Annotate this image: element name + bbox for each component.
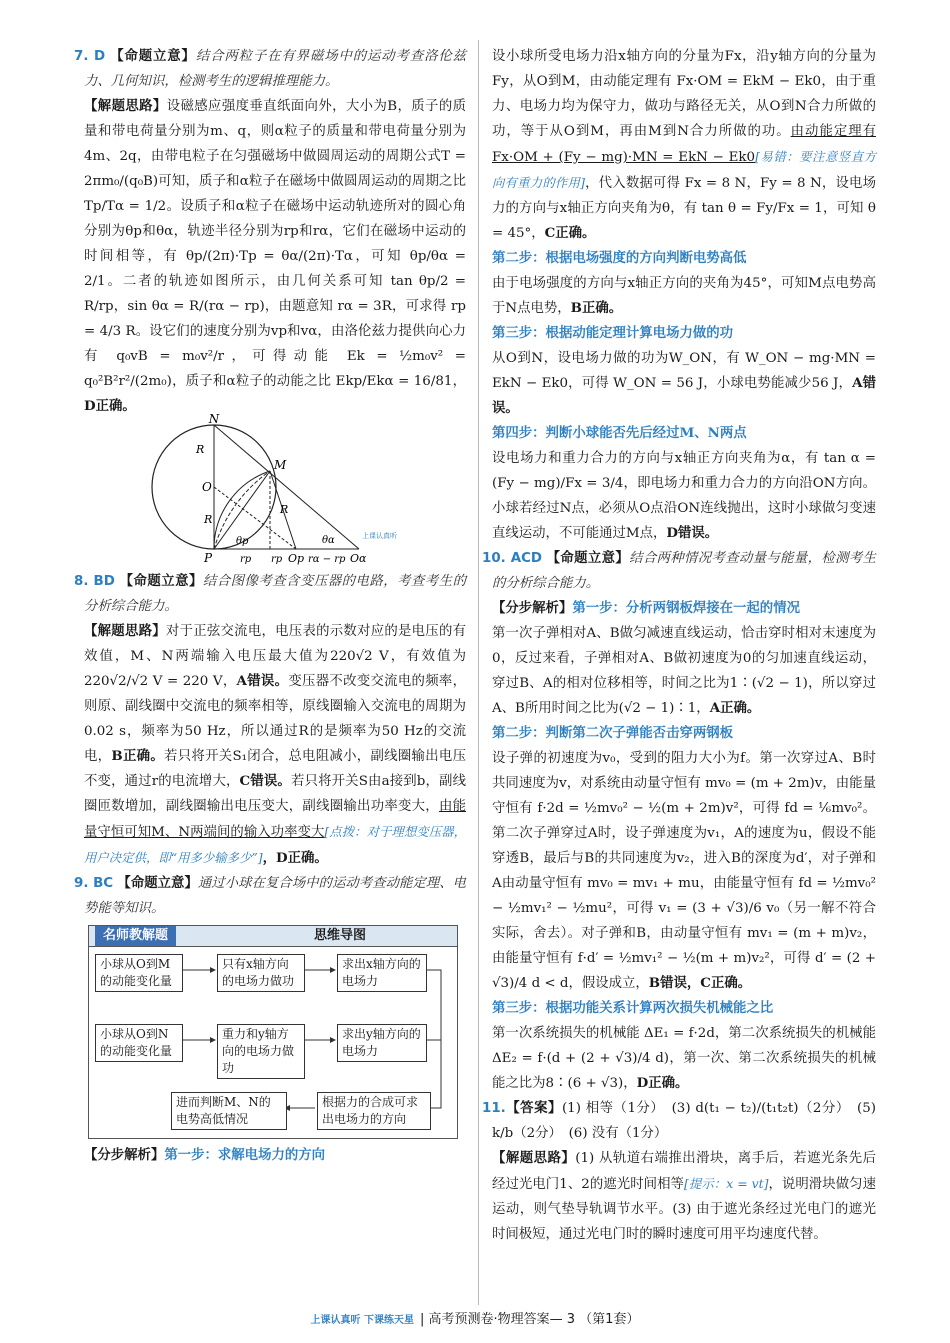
- q9-step2: [492, 246, 876, 321]
- q10-intent-tag: 【命题立意】: [546, 550, 630, 566]
- mm-box-8: 根据力的合成可求出电场力的方向: [317, 1092, 431, 1130]
- q11-answer: [482, 1096, 876, 1146]
- q9-c-right: C正确。: [544, 225, 596, 241]
- q9-step3-text: 从O到N，设电场力做的功为W_ON，有 W_ON − mg·MN = EkN − Ek0，可得 W_ON = 56 J，小球电势能减少56 J，: [492, 351, 876, 391]
- q10-step3-text: 第一次系统损失的机械能 ΔE₁ = f·2d，第二次系统损失的机械能 ΔE₂ = f·(d + (2 + √3)/4 d)，第一次、第二次系统损失的机械能之比为8∶(6 + √3)，: [492, 1026, 876, 1091]
- q8-solution: [84, 619, 466, 871]
- q8-b-right: B正确。: [111, 748, 165, 764]
- q9-step2-title: 第二步：根据电场强度的方向判断电势高低: [492, 250, 747, 266]
- q11-think-a: (1) 从轨道右端推出滑块，离手后，若遮光条先后经过光电门1、2的遮光时间相等: [492, 1151, 877, 1192]
- q10-d-right: D正确。: [636, 1075, 689, 1091]
- q8-number: 8. BD: [74, 574, 115, 589]
- q10-step1: [492, 596, 876, 721]
- q9-intent-text: 通过小球在复合场中的运动考查动能定理、电势能等知识。: [84, 876, 467, 916]
- label-theta-p: θp: [236, 536, 249, 547]
- q8-d-right: ，D正确。: [262, 850, 328, 866]
- label-ra: rα − rp: [308, 554, 346, 565]
- q8-c-wrong: C错误。: [239, 773, 291, 789]
- q10-intent-text: 结合两种情况考查动量与能量，检测考生的分析综合能力。: [492, 551, 876, 591]
- q10-step1-title: 第一步：分析两钢板焊接在一起的情况: [572, 600, 800, 616]
- q11-think-b: ，说明滑块做匀速运动，则气垫导轨调节水平。(3) 由于遮光条经过光电门的遮光时间极短，通过光电门时的瞬时速度可用平均速度代替。: [492, 1177, 876, 1242]
- q10-step2: [492, 721, 876, 996]
- label-P: P: [204, 551, 213, 565]
- q9-step1-body: [492, 44, 876, 246]
- footer-brand-logo: 上课认真听 下课练天星: [310, 1315, 414, 1326]
- q8-a-wrong: A错误。: [236, 673, 289, 689]
- q11-answer-text: (1) 相等（1分） (3) d(t₁ − t₂)/(t₁t₂t)（2分） (5) k/b（2分） (6) 没有（1分）: [492, 1101, 876, 1141]
- label-N: N: [208, 412, 220, 426]
- q7-intent-text: 结合两粒子在有界磁场中的运动考查洛伦兹力、几何知识，检测考生的逻辑推理能力。: [84, 49, 467, 89]
- q9-step4-title: 第四步：判断小球能否先后经过M、N两点: [492, 425, 747, 441]
- q8-think-a: 对于正弦交流电，电压表的示数对应的是电压的有效值，M、N两端输入电压最大值为220√2 V，有效值为220√2/√2 V = 220 V，: [84, 624, 467, 689]
- trajectory-diagram: [144, 412, 404, 565]
- q9-step4: [492, 421, 876, 546]
- q9-step1-left: [84, 1143, 466, 1168]
- mm-box-7: 进而判断M、N的电势高低情况: [171, 1092, 287, 1130]
- q8-think-d2: 由能量守恒可知M、N两端间的输入功率变大: [84, 799, 467, 840]
- brand-watermark: 上课认真听: [362, 532, 397, 540]
- q10-step1-text: 第一次子弹相对A、B做匀减速直线运动，恰击穿时相对末速度为0，反过来看，子弹相对A、B做初速度为0的匀加速直线运动，穿过B、A的相对位移相等，时间之比为1∶(√2 − 1)，所以穿过A、B所用时间之比为(√2 − 1)∶1，: [492, 626, 876, 716]
- q9-step1-a: 设小球所受电场力沿x轴方向的分量为Fx，沿y轴方向的分量为Fy，从O到M，由动能定理有 Fx·OM = EkM − Ek0，由于重力、电场力均为保守力，做功与路径无关，从O到N合力所做的功，等于从O到M，再由M到N合力所做的功。: [492, 49, 876, 139]
- q10-step2-title: 第二步：判断第二次子弹能否击穿两钢板: [492, 725, 734, 741]
- q10-step2-text: 设子弹的初速度为v₀，受到的阻力大小为f。第一次穿过A、B时共同速度为v，对系统由动量守恒有 mv₀ = (m + 2m)v，由能量守恒有 f·2d = ½mv₀² − ½(m + 2m)v²，可得 fd = ⅙mv₀²。第二次子弹穿过A时，设子弹速度为v₁，A的速度为u，假设不能穿透B，最后与B的共同速度为v₂，进入B的深度为d′，对子弹和A由动量守恒有 mv₀ = mv₁ + mu，由能量守恒有 fd = ½mv₀² − ½mv₁² − ½mu²，可得 v₁ = (3 + √3)/6 v₀（另一解不符合实际，舍去）。对子弹和B，由动量守恒有 mv₁ = (m + m)v₂，由能量守恒有 f·d′ = ½mv₁² − ½(m + m)v₂²，可得 d′ = (2 + √3)/4 d < d，假设成立，: [492, 751, 876, 991]
- q7-number: 7. D: [74, 49, 106, 64]
- q7-think-tag: 【解题思路】: [84, 98, 167, 114]
- q11-solution: [492, 1146, 876, 1247]
- q7-intent: [74, 44, 467, 94]
- mind-map-badge: 名师教解题: [95, 926, 176, 946]
- q9-step1-b: ，代入数据可得 Fx = 8 N，Fy = 8 N，设电场力的方向与x轴正方向夹角为θ，有 tan θ = Fy/Fx = 1，可知 θ = 45°，: [492, 176, 876, 241]
- q7-solution: [84, 94, 466, 419]
- q8-hint: [点拨：对于理想变压器，用户决定供，即“用多少输多少”]: [84, 824, 466, 865]
- q9-step4-text: 设电场力和重力合力的方向与x轴正方向夹角为α，有 tan α = (Fy − mg)/Fx = 3/4，即电场力和重力合力的方向沿ON方向。小球若经过N点，必须从O点沿ON连线抛出，这时小球做匀变速直线运动，不可能通过M点，: [492, 451, 876, 541]
- q10-step3: [492, 996, 876, 1096]
- mm-box-2: 只有x轴方向的电场力做功: [217, 954, 305, 992]
- q10-number: 10. ACD: [482, 551, 543, 566]
- q9-d-wrong: D错误。: [666, 525, 719, 541]
- mm-box-1: 小球从O到M的动能变化量: [95, 954, 183, 992]
- q8-intent-text: 结合图像考查含变压器的电路，考查考生的分析综合能力。: [84, 574, 467, 614]
- q10-a-right: A正确。: [709, 700, 761, 716]
- q9-step1-title: 第一步：求解电场力的方向: [164, 1147, 326, 1163]
- q9-a-wrong: A错误。: [492, 375, 877, 416]
- q8-intent: [74, 569, 467, 619]
- q9-step3-title: 第三步：根据动能定理计算电场力做的功: [492, 325, 734, 341]
- line-o-op: [214, 487, 296, 549]
- q7-think-text: 设磁感应强度垂直纸面向外，大小为B，质子的质量和带电荷量分别为m、q，则α粒子的质量和带电荷量分别为4m、2q，由带电粒子在匀强磁场中做圆周运动的周期公式T = 2πm₀/(q₀B)可知，质子和α粒子在磁场中做圆周运动的周期之比 Tp/Tα = 1/2。设质子和α粒子在磁场中运动轨迹所对的圆心角分别为θp和θα，轨迹半径分别为rp和rα，它们在磁场中运动的时间相等，有 θp/(2π)·Tp = θα/(2π)·Tα，可知 θp/θα = 2/1。二者的轨迹如图所示，由几何关系可知 tan θp/2 = R/rp，sin θα = R/(rα − rp)，由题意知 rα = 3R，可求得 rp = 4/3 R。设它们的速度分别为vp和vα，由洛伦兹力提供向心力有 q₀vB = m₀v²/r，可得动能 Ek = ½m₀v² = q₀²B²r²/(2m₀)，质子和α粒子的动能之比 Ekp/Ekα = 16/81，: [84, 99, 466, 389]
- q7-result: D正确。: [84, 398, 136, 414]
- q10-intent: [482, 546, 876, 596]
- label-O: O: [202, 480, 212, 494]
- left-column: [74, 44, 467, 1168]
- q8-think-d1: 若只将开关S由a接到b，副线圈匝数增加，副线圈输出电压变大，副线圈输出功率变大，: [84, 774, 466, 814]
- column-divider: [478, 40, 479, 1305]
- label-R1: R: [196, 443, 205, 456]
- q9-step1-ul: 由动能定理有 Fx·OM + (Fy − mg)·MN = EkN − Ek0: [492, 124, 876, 165]
- right-column: [482, 44, 877, 1247]
- q10-step-tag: 【分步解析】: [492, 600, 573, 616]
- label-R3: R: [280, 503, 289, 516]
- mm-box-3: 求出x轴方向的电场力: [337, 954, 427, 992]
- q9-b-right: B正确。: [570, 300, 623, 316]
- footer-text: 高考预测卷·物理答案— 3 （第1套）: [428, 1312, 640, 1327]
- label-Op: Op: [288, 552, 305, 565]
- label-rp1: rp: [240, 554, 252, 565]
- q11-hint: [提示：x = vt]: [683, 1176, 769, 1191]
- q7-trajectory-figure: [84, 412, 466, 565]
- q9-intent-tag: 【命题立意】: [117, 875, 198, 891]
- label-R2: R: [204, 513, 213, 526]
- q9-number: 9. BC: [74, 876, 114, 891]
- line-n-oa: [214, 425, 359, 549]
- q11-number: 11.: [482, 1101, 506, 1116]
- q10-bc-result: B错误，C正确。: [648, 975, 752, 991]
- mm-box-4: 小球从O到N的动能变化量: [95, 1024, 183, 1062]
- mind-map-title: 思维导图: [314, 928, 367, 943]
- label-Oa: Oα: [350, 552, 367, 565]
- q9-step-tag: 【分步解析】: [84, 1147, 165, 1163]
- q10-step3-title: 第三步：根据功能关系计算两次损失机械能之比: [492, 1000, 774, 1016]
- label-M: M: [274, 458, 287, 472]
- mm-box-5: 重力和y轴方向的电场力做功: [217, 1024, 305, 1079]
- label-theta-a: θα: [322, 535, 335, 546]
- page-footer: 上课认真听 下课练天星 | 高考预测卷·物理答案— 3 （第1套）: [310, 1312, 640, 1327]
- mind-map: [88, 925, 458, 1139]
- q9-step2-text: 由于电场强度的方向与x轴正方向的夹角为45°，可知M点电势高于N点电势，: [492, 276, 876, 316]
- q11-answer-tag: 【答案】: [505, 1100, 562, 1116]
- q9-step1-hint: [易错：要注意竖直方向有重力的作用]: [492, 149, 876, 190]
- mm-box-6: 求出y轴方向的电场力: [337, 1024, 427, 1062]
- q8-think-c: 若只将开关S₁闭合，总电阻减小，副线圈输出电压不变，通过r的电流增大，: [84, 749, 466, 789]
- q11-think-tag: 【解题思路】: [492, 1150, 576, 1166]
- q8-think-tag: 【解题思路】: [84, 623, 166, 639]
- q9-intent: [74, 871, 467, 921]
- q9-step3: [492, 321, 876, 421]
- q8-intent-tag: 【命题立意】: [119, 573, 203, 589]
- q7-intent-tag: 【命题立意】: [110, 48, 196, 64]
- label-rp2: rp: [271, 554, 283, 565]
- q8-think-b: 变压器不改变交流电的频率，则原、副线圈中交流电的频率相等，原线圈输入交流电的周期为0.02 s，频率为50 Hz，所以通过R的是频率为50 Hz的交流电，: [84, 674, 467, 764]
